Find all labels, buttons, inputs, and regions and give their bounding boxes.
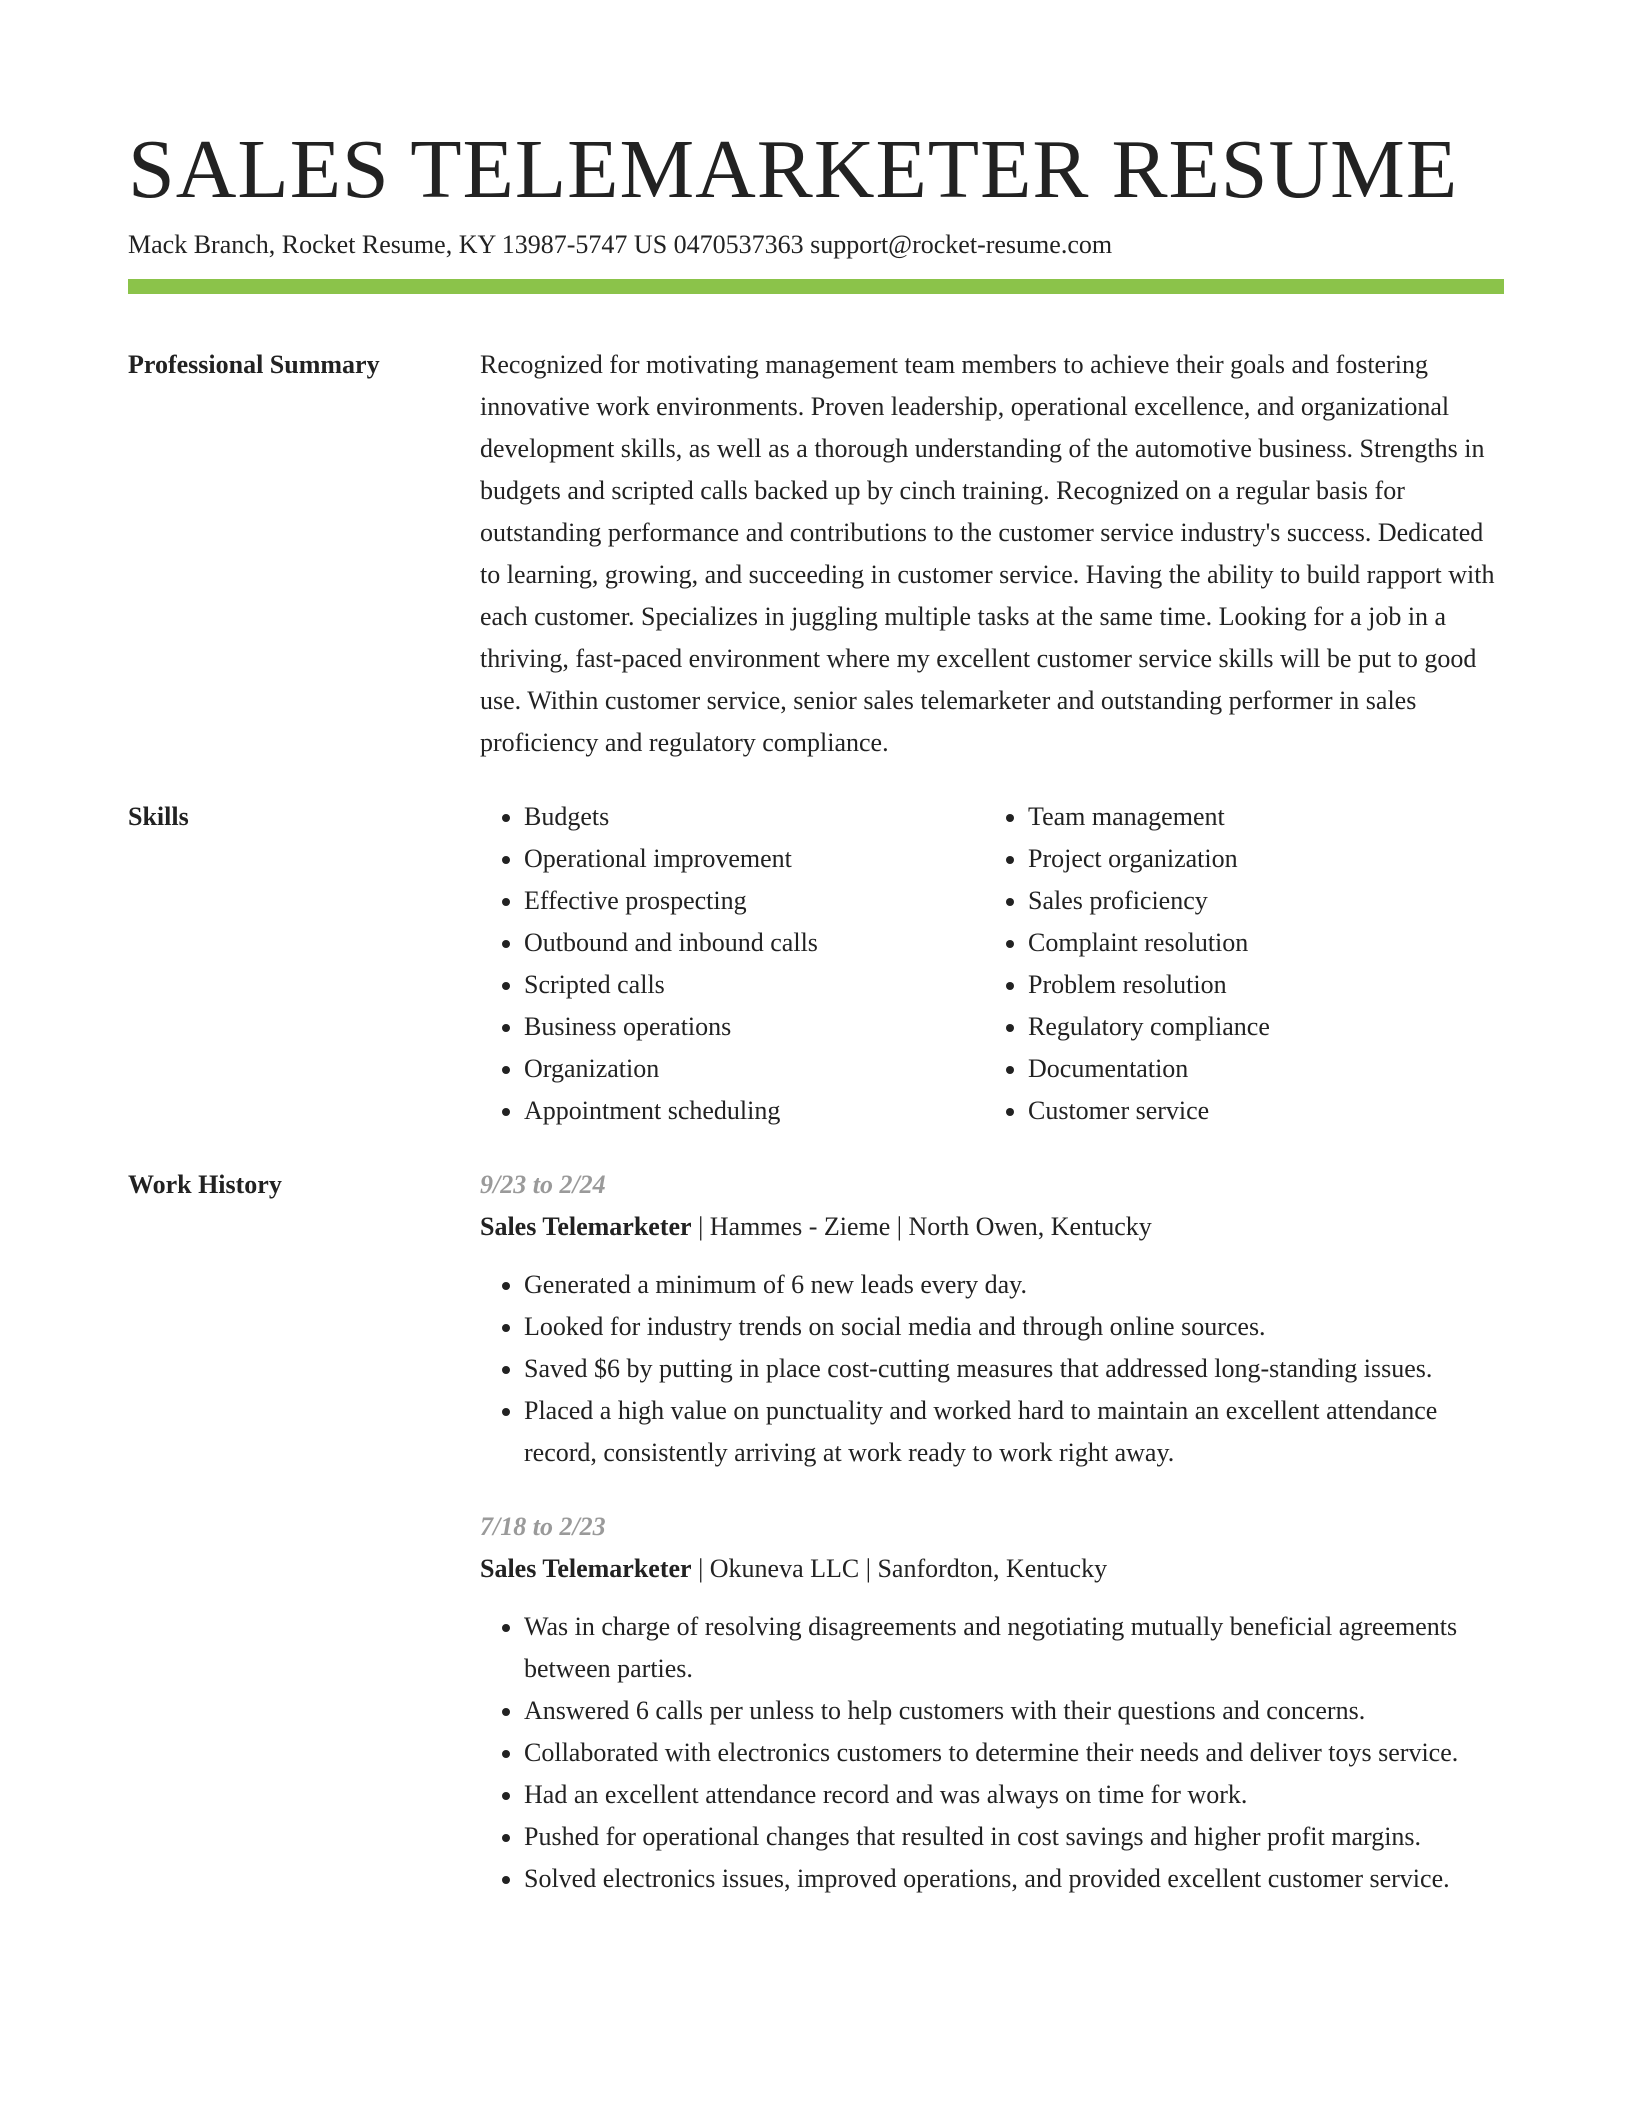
contact-line: Mack Branch, Rocket Resume, KY 13987-5747 US 0470537363 support@rocket-resume.com [128,230,1113,259]
job-bullet: • Solved electronics issues, improved operations, and provided excellent customer service. [524,1858,1504,1900]
skill-item: • Team management [1028,796,1488,838]
job-bullet: • Answered 6 calls per unless to help customers with their questions and concerns. [524,1690,1504,1732]
section-label-skills: Skills [128,802,189,831]
job-title-line [480,1548,1504,1590]
job-title-line [480,1206,1504,1248]
skill-item: • Effective prospecting [524,880,984,922]
skills-list-right [984,796,1488,1132]
skill-item: • Business operations [524,1006,984,1048]
skill-item: • Problem resolution [1028,964,1488,1006]
job-bullets [480,1264,1504,1474]
job-employer-location: | Okuneva LLC | Sanfordton, Kentucky [691,1554,1108,1583]
job-entry [480,1164,1504,1474]
skill-item: • Scripted calls [524,964,984,1006]
job-bullet: • Placed a high value on punctuality and worked hard to maintain an excellent attendance record, consistently arriving at work ready to work right away. [524,1390,1504,1474]
skill-item: • Regulatory compliance [1028,1006,1488,1048]
job-title: Sales Telemarketer [480,1554,692,1583]
job-title: Sales Telemarketer [480,1212,692,1241]
skill-item: • Complaint resolution [1028,922,1488,964]
section-label-summary: Professional Summary [128,350,380,379]
skill-item: • Outbound and inbound calls [524,922,984,964]
skills-columns [480,796,1504,1132]
job-dates: 7/18 to 2/23 [480,1512,606,1541]
job-entry [480,1506,1504,1900]
job-bullet: • Had an excellent attendance record and was always on time for work. [524,1774,1504,1816]
job-bullet: • Collaborated with electronics customers to determine their needs and deliver toys service. [524,1732,1504,1774]
job-bullet: • Pushed for operational changes that resulted in cost savings and higher profit margins. [524,1816,1504,1858]
skill-item: • Sales proficiency [1028,880,1488,922]
accent-divider [128,279,1504,294]
job-dates: 9/23 to 2/24 [480,1170,606,1199]
skill-item: • Customer service [1028,1090,1488,1132]
job-bullet: • Was in charge of resolving disagreements and negotiating mutually beneficial agreements between parties. [524,1606,1504,1690]
skill-item: • Budgets [524,796,984,838]
job-bullet: • Looked for industry trends on social media and through online sources. [524,1306,1504,1348]
skills-section [128,796,1504,1132]
resume-title: SALES TELEMARKETER RESUME [128,123,1459,216]
job-bullets [480,1606,1504,1900]
jobs-list [480,1164,1504,1900]
skills-list-left [480,796,984,1132]
skill-item: • Project organization [1028,838,1488,880]
skill-item: • Appointment scheduling [524,1090,984,1132]
resume-page [128,122,1504,1900]
skill-item: • Documentation [1028,1048,1488,1090]
work-history-section [128,1164,1504,1900]
skill-item: • Operational improvement [524,838,984,880]
skill-item: • Organization [524,1048,984,1090]
summary-section [128,344,1504,764]
section-label-work: Work History [128,1170,282,1199]
job-bullet: • Saved $6 by putting in place cost-cutting measures that addressed long-standing issues. [524,1348,1504,1390]
summary-text: Recognized for motivating management team members to achieve their goals and fostering innovative work environments. Proven leadership, operational excellence, and organizational development skills, as well as a thorough understanding of the automotive business. Strengths in budgets and scripted calls backed up by cinch training. Recognized on a regular basis for outstanding performance and contributions to the customer service industry's success. Dedicated to learning, growing, and succeeding in customer service. Having the ability to build rapport with each customer. Specializes in juggling multiple tasks at the same time. Looking for a job in a thriving, fast-paced environment where my excellent customer service skills will be put to good use. Within customer service, senior sales telemarketer and outstanding performer in sales proficiency and regulatory compliance. [480,350,1495,757]
job-bullet: • Generated a minimum of 6 new leads every day. [524,1264,1504,1306]
job-employer-location: | Hammes - Zieme | North Owen, Kentucky [691,1212,1152,1241]
